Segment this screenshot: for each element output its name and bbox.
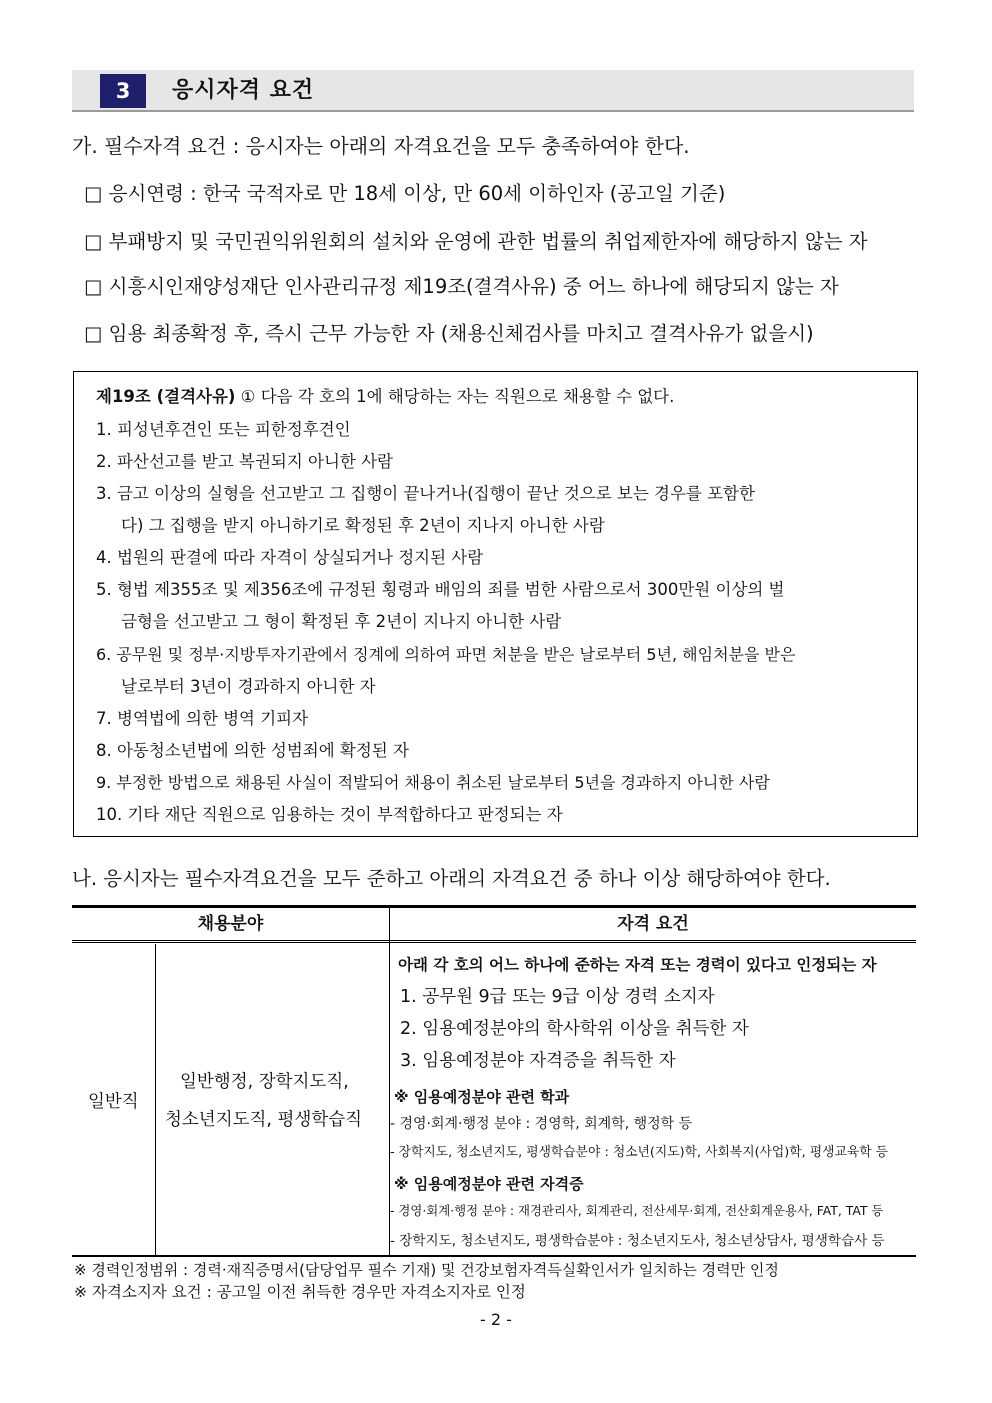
article-line: 날로부터 3년이 경과하지 아니한 자 xyxy=(121,677,376,696)
part-a-heading: 가. 필수자격 요건 : 응시자는 아래의 자격요건을 모두 충족하여야 한다. xyxy=(72,134,690,158)
related-certificate-item: - 경영·회계·행정 분야 : 재경관리사, 회계관리, 전산세무·회계, 전산회계운용사, FAT, TAT 등 xyxy=(390,1203,884,1218)
article-line: 2. 파산선고를 받고 복권되지 아니한 사람 xyxy=(96,452,393,471)
article-line: 1. 피성년후견인 또는 피한정후견인 xyxy=(96,420,351,439)
requirements-item: 3. 임용예정분야 자격증을 취득한 자 xyxy=(400,1051,676,1071)
part-b-heading: 나. 응시자는 필수자격요건을 모두 준하고 아래의 자격요건 중 하나 이상 해당하여야 한다. xyxy=(72,867,831,890)
page-number: - 2 - xyxy=(480,1310,512,1329)
related-department-item: - 장학지도, 청소년지도, 평생학습분야 : 청소년(지도)학, 사회복지(사업)학, 평생교육학 등 xyxy=(390,1145,889,1160)
fields-cell-line: 일반행정, 장학지도직, xyxy=(180,1072,349,1092)
qualification-table xyxy=(72,905,916,1257)
fields-cell-line: 청소년지도직, 평생학습직 xyxy=(165,1110,363,1130)
related-certificates-heading: ※ 임용예정분야 관련 자격증 xyxy=(394,1175,584,1193)
requirement-item: □ 부패방지 및 국민권익위원회의 설치와 운영에 관한 법률의 취업제한자에 해당하지 않는 자 xyxy=(84,230,868,253)
section-title: 응시자격 요건 xyxy=(172,78,315,103)
requirements-heading: 아래 각 호의 어느 하나에 준하는 자격 또는 경력이 있다고 인정되는 자 xyxy=(398,956,877,974)
article-line: 금형을 선고받고 그 형이 확정된 후 2년이 지나지 아니한 사람 xyxy=(121,612,562,631)
related-department-item: - 경영·회계·행정 분야 : 경영학, 회계학, 행정학 등 xyxy=(390,1116,693,1132)
disqualification-article-box xyxy=(73,371,918,837)
article-line: 5. 형법 제355조 및 제356조에 규정된 횡령과 배임의 죄를 범한 사람으로서 300만원 이상의 벌 xyxy=(96,580,785,599)
header-separator xyxy=(72,940,916,943)
related-departments-heading: ※ 임용예정분야 관련 학과 xyxy=(394,1088,570,1106)
note-item: ※ 경력인정범위 : 경력·재직증명서(담당업무 필수 기재) 및 건강보험자격득실확인서가 일치하는 경력만 인정 xyxy=(74,1261,779,1279)
article-line: 8. 아동청소년법에 의한 성범죄에 확정된 자 xyxy=(96,741,409,760)
article-line: 4. 법원의 판결에 따라 자격이 상실되거나 정지된 사람 xyxy=(96,548,484,567)
article-line: 다) 그 집행을 받지 아니하기로 확정된 후 2년이 지나지 아니한 사람 xyxy=(121,516,605,535)
related-certificate-item: - 장학지도, 청소년지도, 평생학습분야 : 청소년지도사, 청소년상담사, 평생학습사 등 xyxy=(390,1233,885,1249)
section-header xyxy=(72,70,914,112)
article-intro: ① 다음 각 호의 1에 해당하는 자는 직원으로 채용할 수 없다. xyxy=(240,387,675,406)
requirement-item: □ 응시연령 : 한국 국적자로 만 18세 이상, 만 60세 이하인자 (공고일 기준) xyxy=(84,182,726,205)
column-divider xyxy=(155,944,156,1255)
requirement-item: □ 임용 최종확정 후, 즉시 근무 가능한 자 (채용신체검사를 마치고 결격사유가 없을시) xyxy=(84,322,814,345)
article-title: 제19조 (결격사유) xyxy=(96,387,236,406)
table-header-field: 채용분야 xyxy=(197,914,264,934)
article-line: 9. 부정한 방법으로 채용된 사실이 적발되어 채용이 취소된 날로부터 5년을 경과하지 아니한 사람 xyxy=(96,773,770,792)
article-line: 10. 기타 재단 직원으로 임용하는 것이 부적합하다고 판정되는 자 xyxy=(96,805,563,824)
article-line: 6. 공무원 및 정부·지방투자기관에서 징계에 의하여 파면 처분을 받은 날로부터 5년, 해임처분을 받은 xyxy=(96,645,796,664)
article-line: 3. 금고 이상의 실형을 선고받고 그 집행이 끝나거나(집행이 끝난 것으로 보는 경우를 포함한 xyxy=(96,484,755,503)
table-header-requirements: 자격 요건 xyxy=(617,914,689,934)
requirement-item: □ 시흥시인재양성재단 인사관리규정 제19조(결격사유) 중 어느 하나에 해당되지 않는 자 xyxy=(84,275,839,298)
article-line: 7. 병역법에 의한 병역 기피자 xyxy=(96,709,309,728)
category-cell: 일반직 xyxy=(88,1092,139,1112)
requirements-item: 1. 공무원 9급 또는 9급 이상 경력 소지자 xyxy=(400,987,715,1007)
requirements-item: 2. 임용예정분야의 학사학위 이상을 취득한 자 xyxy=(400,1019,749,1039)
article-heading xyxy=(96,386,674,408)
note-item: ※ 자격소지자 요건 : 공고일 이전 취득한 경우만 자격소지자로 인정 xyxy=(74,1283,526,1301)
section-number: 3 xyxy=(100,74,146,108)
